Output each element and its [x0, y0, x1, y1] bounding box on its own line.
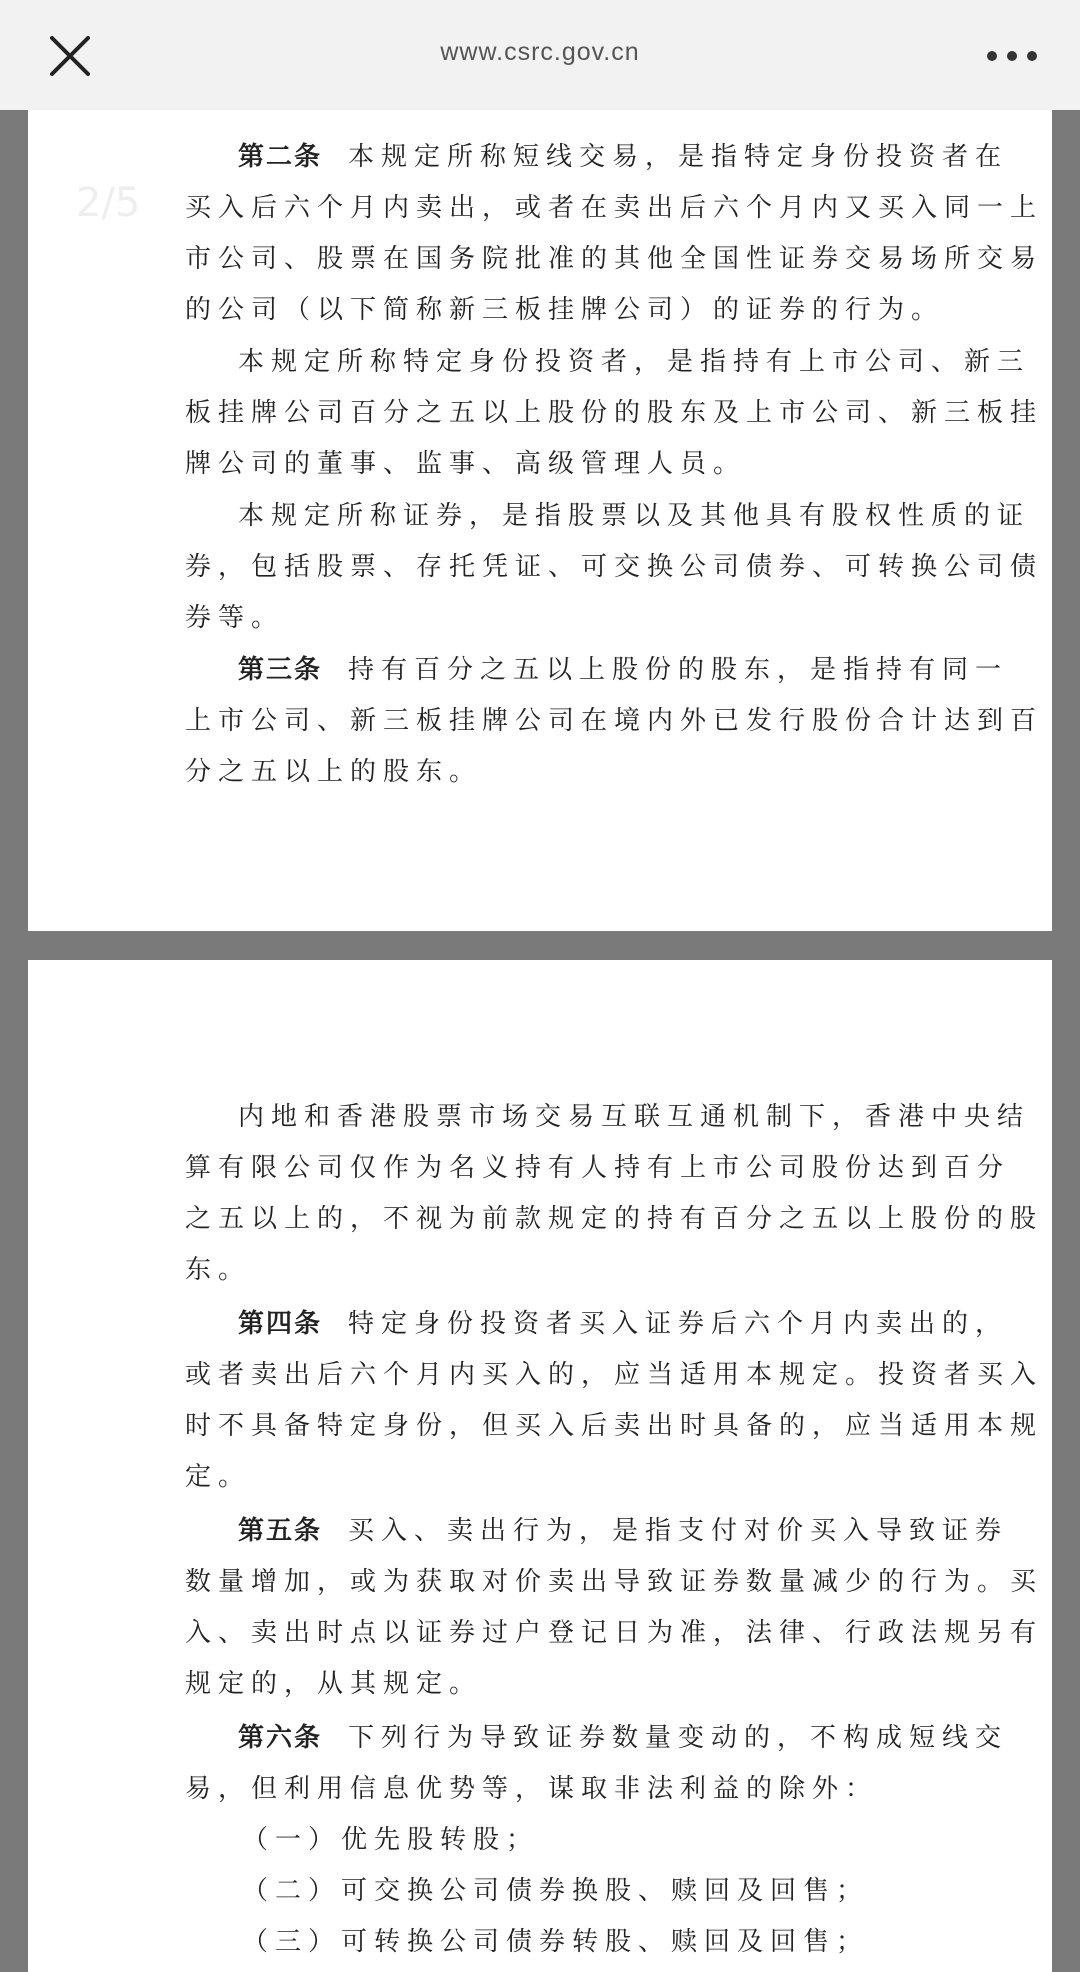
article-2-para-2-line-2: 板挂牌公司百分之五以上股份的股东及上市公司、新三板挂 [185, 398, 1044, 428]
article-2-line-4: 的公司（以下简称新三板挂牌公司）的证券的行为。 [185, 295, 945, 325]
article-3-para-2-line-4: 东。 [185, 1255, 252, 1285]
article-2-title: 第二条 [238, 142, 323, 172]
more-icon [982, 38, 1042, 74]
article-5-line-2: 数量增加，或为获取对价卖出导致证券数量减少的行为。买 [185, 1567, 1044, 1597]
article-4-line-2: 或者卖出后六个月内买入的，应当适用本规定。投资者买入 [185, 1360, 1044, 1390]
article-2-para-2-line-1: 本规定所称特定身份投资者，是指持有上市公司、新三 [238, 347, 1031, 377]
article-6-item-1: （一）优先股转股； [242, 1825, 540, 1855]
article-4-line-1: 第四条 特定身份投资者买入证券后六个月内卖出的， [238, 1309, 1009, 1339]
article-3-line-2: 上市公司、新三板挂牌公司在境内外已发行股份合计达到百 [185, 706, 1044, 736]
article-2-para-2-line-3: 牌公司的董事、监事、高级管理人员。 [185, 449, 747, 479]
article-6-item-2: （二）可交换公司债券换股、赎回及回售； [242, 1876, 870, 1906]
article-2-para-3-line-2: 券，包括股票、存托凭证、可交换公司债券、可转换公司债 [185, 552, 1044, 582]
article-3-para-2-line-2: 算有限公司仅作为名义持有人持有上市公司股份达到百分 [185, 1153, 1011, 1183]
article-3-para-2-line-1: 内地和香港股票市场交易互联互通机制下，香港中央结 [238, 1102, 1031, 1132]
article-6-line-1: 第六条 下列行为导致证券数量变动的，不构成短线交 [238, 1723, 1009, 1753]
article-4-line-3: 时不具备特定身份，但买入后卖出时具备的，应当适用本规 [185, 1411, 1044, 1441]
article-5-line-1: 第五条 买入、卖出行为，是指支付对价买入导致证券 [238, 1516, 1009, 1546]
url-label: www.csrc.gov.cn [440, 38, 640, 66]
article-3-line-1: 第三条 持有百分之五以上股份的股东，是指持有同一 [238, 655, 1009, 685]
article-2-para-3-line-1: 本规定所称证券，是指股票以及其他具有股权性质的证 [238, 501, 1031, 531]
article-4-title: 第四条 [238, 1309, 323, 1339]
article-2-line-3: 市公司、股票在国务院批准的其他全国性证券交易场所交易 [185, 244, 1044, 274]
more-button[interactable] [982, 38, 1042, 74]
article-4-line-4: 定。 [185, 1462, 252, 1492]
page-indicator: 2/5 [76, 180, 141, 226]
article-6-line-2: 易，但利用信息优势等，谋取非法利益的除外： [185, 1774, 879, 1804]
article-3-title: 第三条 [238, 655, 323, 685]
browser-top-bar [0, 0, 1080, 110]
article-6-item-3: （三）可转换公司债券转股、赎回及回售； [242, 1927, 870, 1957]
article-5-line-4: 规定的，从其规定。 [185, 1669, 483, 1699]
article-5-title: 第五条 [238, 1516, 323, 1546]
article-5-line-3: 入、卖出时点以证券过户登记日为准，法律、行政法规另有 [185, 1618, 1044, 1648]
article-3-para-2-line-3: 之五以上的，不视为前款规定的持有百分之五以上股份的股 [185, 1204, 1044, 1234]
article-2-line-2: 买入后六个月内卖出，或者在卖出后六个月内又买入同一上 [185, 193, 1044, 223]
article-3-line-3: 分之五以上的股东。 [185, 757, 483, 787]
article-6-title: 第六条 [238, 1723, 323, 1753]
article-2-line-1: 第二条 本规定所称短线交易，是指特定身份投资者在 [238, 142, 1009, 172]
article-2-para-3-line-3: 券等。 [185, 603, 285, 633]
